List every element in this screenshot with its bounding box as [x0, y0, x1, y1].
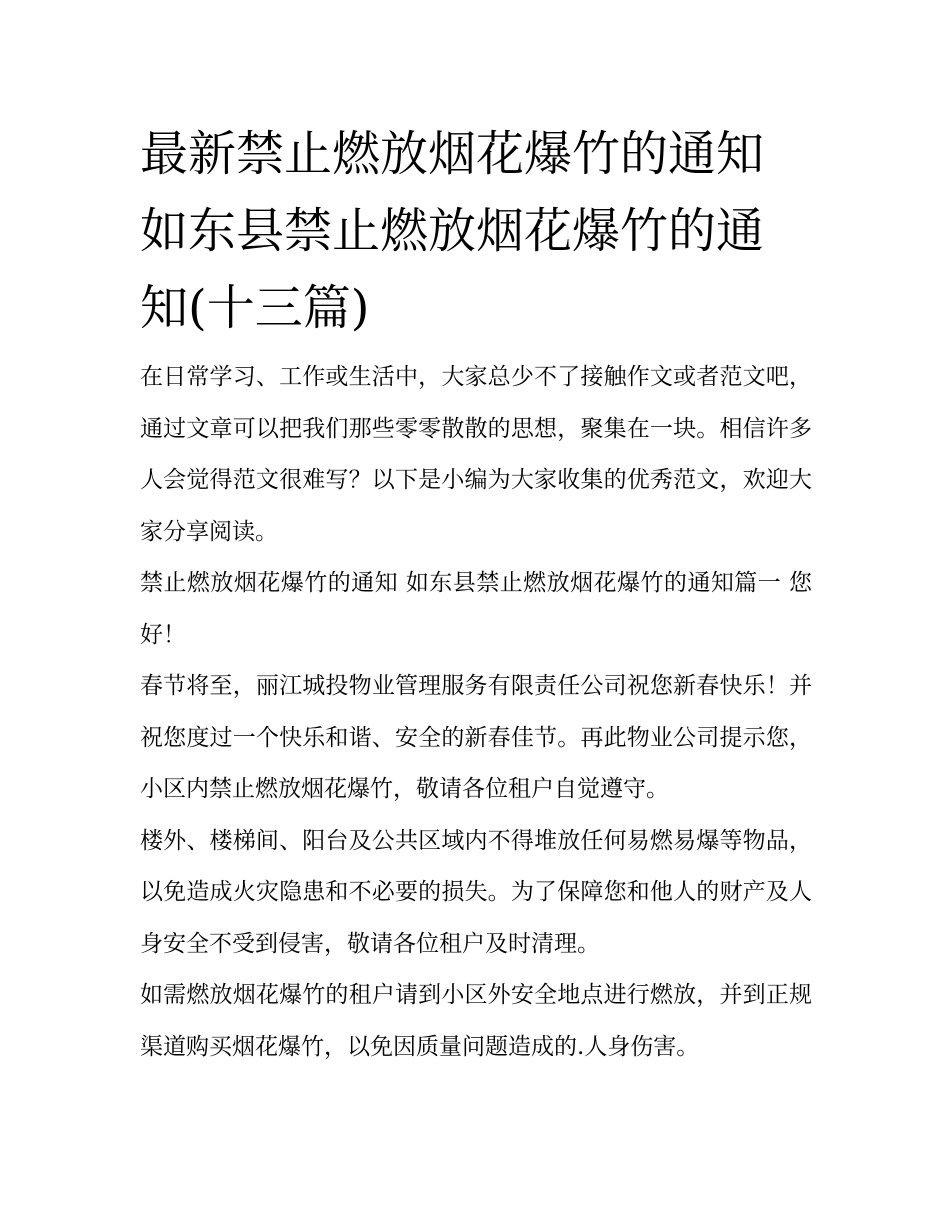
paragraph-intro: 在日常学习、工作或生活中，大家总少不了接触作文或者范文吧，通过文章可以把我们那些零零散散的思想，聚集在一块。相信许多人会觉得范文很难写？以下是小编为大家收集的优秀范文，欢迎大家分享阅读。	[140, 364, 812, 545]
paragraph-storage-rules: 楼外、楼梯间、阳台及公共区域内不得堆放任何易燃易爆等物品，以免造成火灾隐患和不必要的损失。为了保障您和他人的财产及人身安全不受到侵害，敬请各位租户及时清理。	[140, 827, 812, 957]
document-body	[140, 352, 812, 1073]
document-title: 最新禁止燃放烟花爆竹的通知 如东县禁止燃放烟花爆竹的通知(十三篇)	[140, 126, 765, 336]
paragraph-notice-heading: 禁止燃放烟花爆竹的通知 如东县禁止燃放烟花爆竹的通知篇一 您好！	[140, 570, 812, 648]
paragraph-spring-festival: 春节将至，丽江城投物业管理服务有限责任公司祝您新春快乐！并祝您度过一个快乐和谐、安全的新春佳节。再此物业公司提示您，小区内禁止燃放烟花爆竹，敬请各位租户自觉遵守。	[140, 673, 812, 802]
paragraph-fireworks-location: 如需燃放烟花爆竹的租户请到小区外安全地点进行燃放，并到正规渠道购买烟花爆竹，以免因质量问题造成的.人身伤害。	[140, 982, 812, 1060]
